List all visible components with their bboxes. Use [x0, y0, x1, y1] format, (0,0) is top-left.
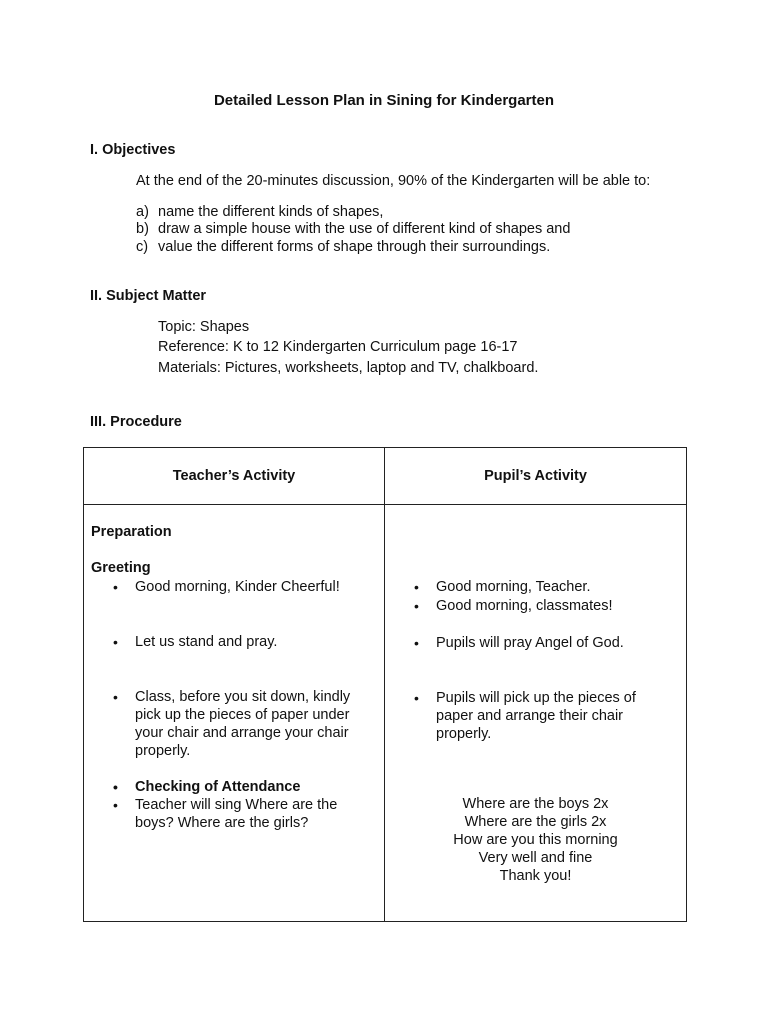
- objective-marker: b): [136, 221, 149, 237]
- list-item-text: Let us stand and pray.: [135, 634, 278, 650]
- reference-line: Reference: K to 12 Kindergarten Curriculum page 16-17: [158, 339, 518, 355]
- objective-marker: a): [136, 204, 149, 220]
- list-item-text: boys? Where are the girls?: [135, 815, 309, 831]
- list-item: [414, 634, 624, 652]
- teacher-activity-header: Teacher’s Activity: [84, 448, 385, 505]
- bullet-icon: •: [414, 579, 419, 595]
- bullet-icon: •: [113, 634, 118, 650]
- procedure-heading: III. Procedure: [90, 414, 182, 430]
- list-item-text: properly.: [436, 726, 492, 742]
- bullet-icon: •: [113, 779, 118, 795]
- materials-line: Materials: Pictures, worksheets, laptop and TV, chalkboard.: [158, 360, 539, 376]
- teacher-activity-cell: [84, 505, 385, 922]
- bullet-icon: •: [113, 689, 118, 705]
- song-line: Where are the boys 2x: [462, 796, 609, 812]
- list-item: [414, 689, 636, 743]
- pupil-activity-cell: [385, 505, 687, 922]
- table-header-row: [84, 448, 687, 505]
- list-item-text: your chair and arrange your chair: [135, 725, 349, 741]
- song-line: Where are the girls 2x: [464, 814, 607, 830]
- objective-text: value the different forms of shape through their surroundings.: [158, 239, 551, 255]
- bullet-icon: •: [113, 797, 118, 813]
- bullet-icon: •: [414, 690, 419, 706]
- preparation-label: Preparation: [91, 524, 172, 540]
- list-item-text: Class, before you sit down, kindly: [135, 689, 351, 705]
- list-item: [113, 688, 351, 760]
- objective-item: [136, 221, 570, 237]
- attendance-song: [385, 795, 686, 885]
- procedure-table: [83, 447, 687, 922]
- table-row: [84, 505, 687, 922]
- subject-matter-heading: II. Subject Matter: [90, 288, 207, 304]
- objective-text: name the different kinds of shapes,: [158, 204, 384, 220]
- objective-item: [136, 239, 550, 255]
- attendance-label: Checking of Attendance: [135, 779, 301, 795]
- list-item: [113, 578, 340, 596]
- list-item: [113, 778, 301, 796]
- list-item-text: paper and arrange their chair: [436, 708, 624, 724]
- list-item: [113, 633, 278, 651]
- list-item-text: Pupils will pray Angel of God.: [436, 635, 624, 651]
- list-item: [414, 578, 591, 596]
- list-item-text: Pupils will pick up the pieces of: [436, 690, 636, 706]
- bullet-icon: •: [414, 598, 419, 614]
- list-item-text: pick up the pieces of paper under: [135, 707, 350, 723]
- topic-line: Topic: Shapes: [158, 319, 250, 335]
- list-item: [113, 796, 338, 832]
- song-line: Very well and fine: [478, 850, 593, 866]
- song-line: How are you this morning: [453, 832, 618, 848]
- list-item: [414, 597, 613, 615]
- document-title: Detailed Lesson Plan in Sining for Kindergarten: [213, 92, 555, 109]
- objective-text: draw a simple house with the use of different kind of shapes and: [158, 221, 571, 237]
- song-line: Thank you!: [499, 868, 572, 884]
- bullet-icon: •: [113, 579, 118, 595]
- objective-item: [136, 204, 383, 220]
- list-item-text: Teacher will sing Where are the: [135, 797, 338, 813]
- list-item-text: Good morning, Teacher.: [436, 579, 591, 595]
- objective-marker: c): [136, 239, 149, 255]
- bullet-icon: •: [414, 635, 419, 651]
- objectives-intro: At the end of the 20-minutes discussion, 90% of the Kindergarten will be able to:: [136, 173, 651, 189]
- pupil-activity-header: Pupil’s Activity: [385, 448, 687, 505]
- list-item-text: Good morning, classmates!: [436, 598, 613, 614]
- objectives-heading: I. Objectives: [90, 142, 176, 158]
- greeting-label: Greeting: [91, 560, 151, 576]
- list-item-text: properly.: [135, 743, 191, 759]
- list-item-text: Good morning, Kinder Cheerful!: [135, 579, 340, 595]
